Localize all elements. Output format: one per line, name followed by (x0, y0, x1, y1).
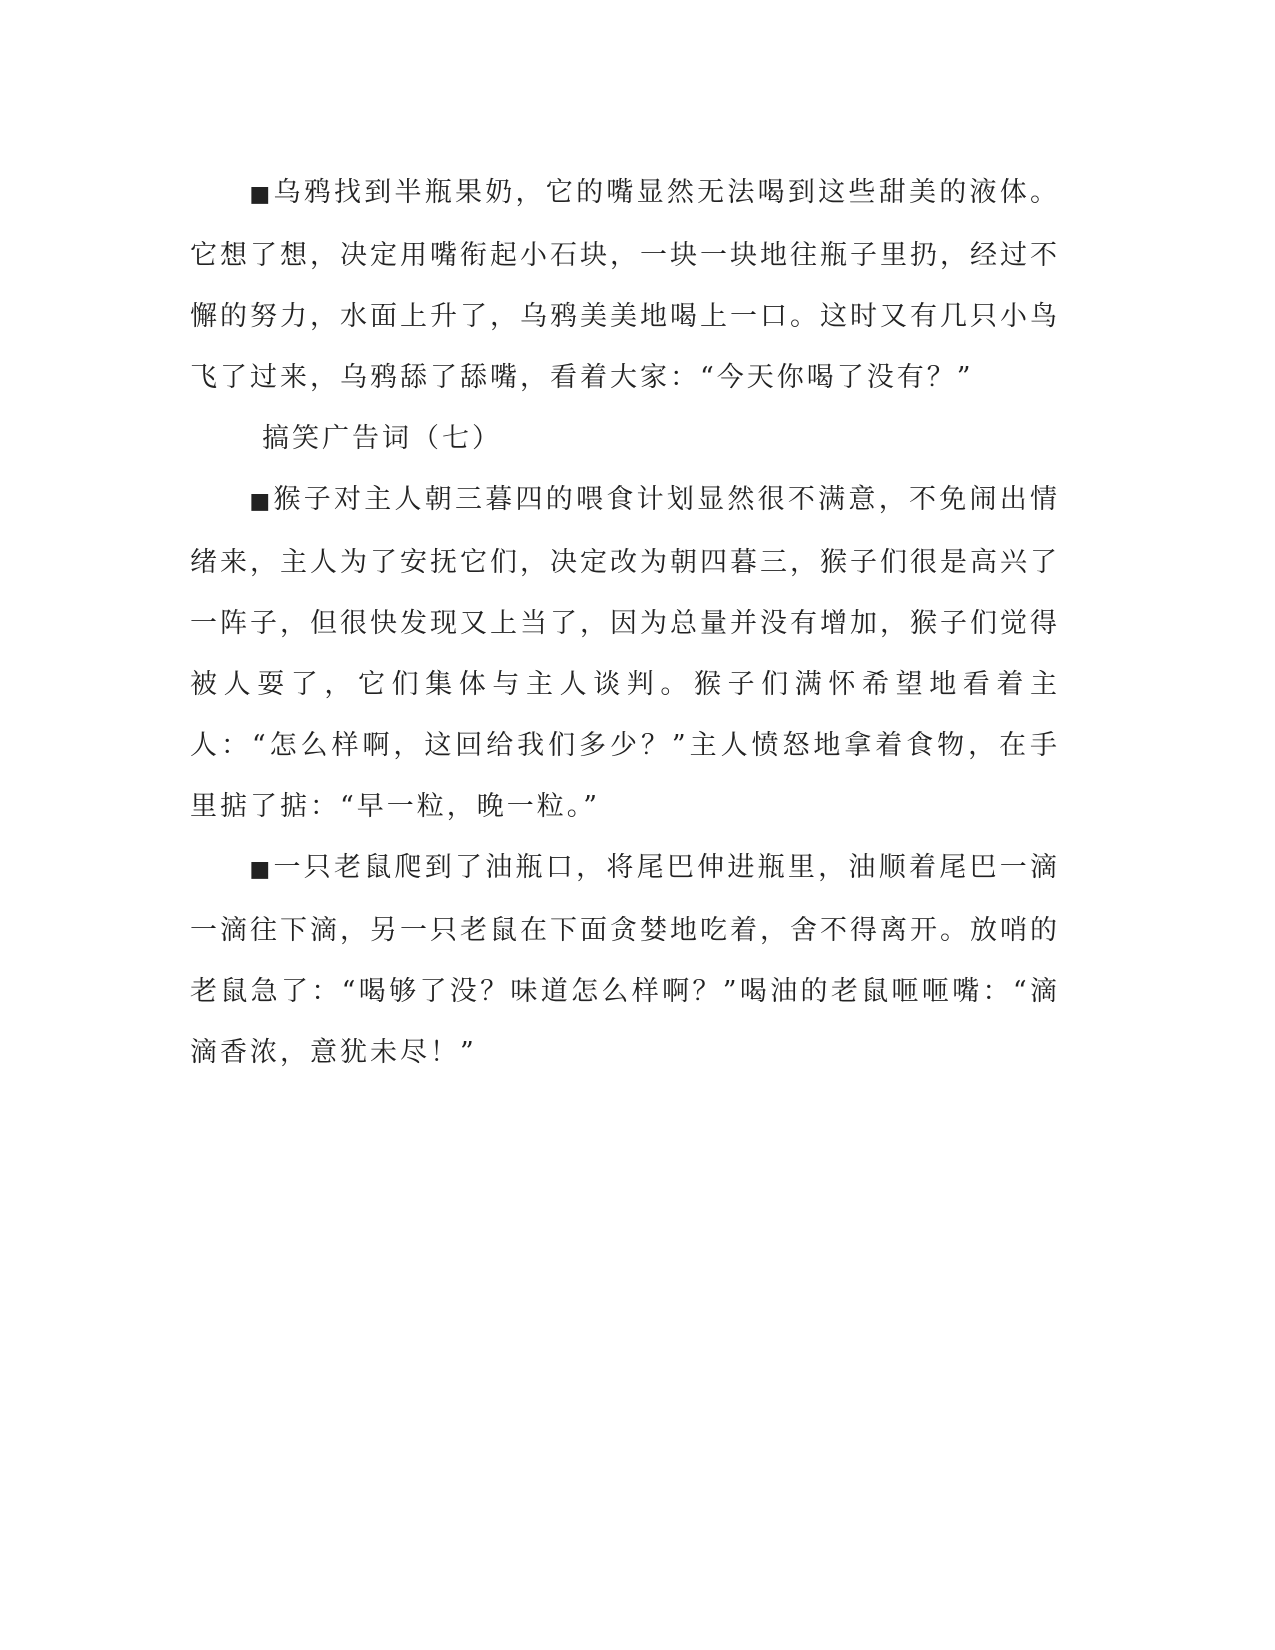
bullet-square-icon: ■ (249, 857, 274, 882)
paragraph-text: 猴子对主人朝三暮四的喂食计划显然很不满意，不免闹出情绪来，主人为了安抚它们，决定改为朝四暮三，猴子们很是高兴了一阵子，但很快发现又上当了，因为总量并没有增加，猴子们觉得被人耍了，它们集体与主人谈判。猴子们满怀希望地看着主人：“怎么样啊，这回给我们多少？”主人愤怒地拿着食物，在手里掂了掂：“早一粒，晚一粒。” (190, 484, 1061, 822)
paragraph-text: 一只老鼠爬到了油瓶口，将尾巴伸进瓶里，油顺着尾巴一滴一滴往下滴，另一只老鼠在下面贪婪地吃着，舍不得离开。放哨的老鼠急了：“喝够了没？味道怎么样啊？”喝油的老鼠咂咂嘴：“滴滴香浓，意犹未尽！” (190, 852, 1061, 1068)
paragraph-mice (190, 837, 1060, 1083)
bullet-square-icon: ■ (249, 489, 274, 514)
paragraph-crow (190, 162, 1060, 408)
bullet-square-icon: ■ (249, 182, 274, 207)
section-heading: 搞笑广告词（七） (262, 423, 502, 454)
paragraph-text: 乌鸦找到半瓶果奶，它的嘴显然无法喝到这些甜美的液体。它想了想，决定用嘴衔起小石块，一块一块地往瓶子里扔，经过不懈的努力，水面上升了，乌鸦美美地喝上一口。这时又有几只小鸟飞了过来，乌鸦舔了舔嘴，看着大家：“今天你喝了没有？” (190, 177, 1061, 393)
document-body (190, 162, 1060, 1083)
paragraph-monkeys (190, 469, 1060, 837)
